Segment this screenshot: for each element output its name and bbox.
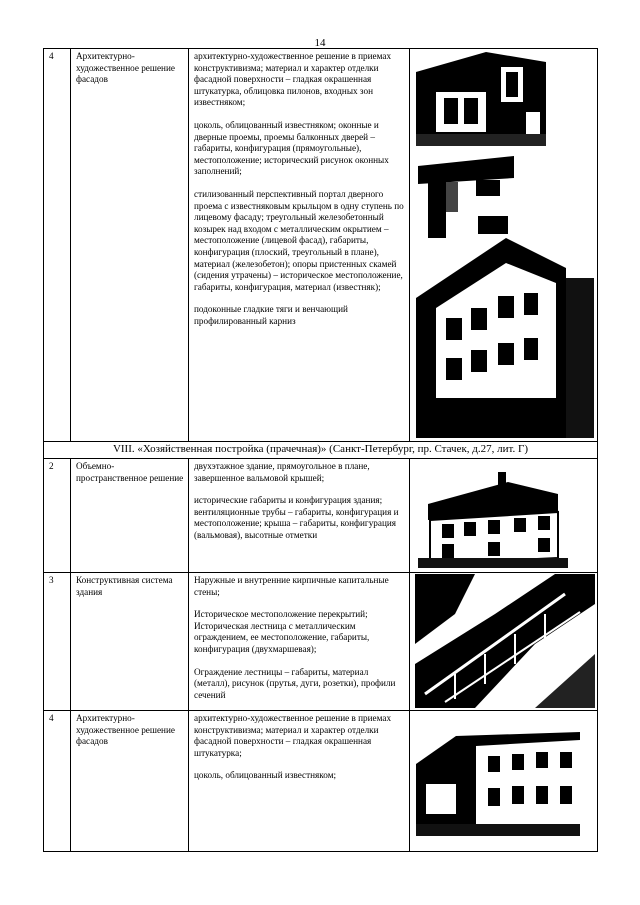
column-rule [70, 458, 71, 852]
column-rule [188, 458, 189, 852]
photo-facade-windows-icon [416, 52, 546, 146]
feature-description [194, 461, 404, 553]
protected-features-table [43, 48, 598, 852]
description-paragraph: цоколь, облицованный известняком; оконные и дверные проемы, проемы балконных дверей – габариты, конфигурация (прямоугольные), местоположение; исторический рисунок оконных заполнений; [194, 119, 389, 177]
feature-description [194, 51, 404, 338]
page-number: 14 [314, 37, 326, 49]
photo-staircase-icon [415, 574, 595, 708]
column-rule [188, 48, 189, 441]
photo-laundry-building-icon [418, 472, 568, 568]
column-rule [409, 458, 410, 852]
table-rule [43, 441, 598, 442]
column-rule [70, 48, 71, 441]
photo-portal-canopy-icon [418, 156, 514, 240]
table-rule [43, 851, 598, 852]
description-paragraph: Ограждение лестницы – габариты, материал (металл), рисунок (прутья, дуги, розетки), профили сечений [194, 666, 396, 700]
description-paragraph: исторические габариты и конфигурация здания; вентиляционные трубы – габариты, конфигурация и местоположение; крыша – габариты, конфигурация (вальмовая), высотные отметки [194, 495, 399, 540]
description-paragraph: цоколь, облицованный известняком; [194, 770, 337, 781]
table-rule [43, 572, 598, 573]
description-paragraph: архитектурно-художественное решение в приемах конструктивизма; материал и характер отделки фасадной поверхности – гладкая окрашенная штукатурка, облицовка пилонов, входных зон известняком; [194, 51, 392, 108]
feature-description [194, 713, 404, 793]
section-title: VIII. «Хозяйственная постройка (прачечная)» (Санкт-Петербург, пр. Стачек, д.27, лит. Г) [112, 443, 529, 455]
table-rule [43, 48, 598, 49]
photo-building-perspective-icon [416, 238, 594, 438]
row-number: 4 [49, 713, 54, 723]
description-paragraph: подоконные гладкие тяги и венчающий профилированный карниз [194, 304, 348, 326]
row-number: 4 [49, 51, 54, 61]
feature-name: Архитектурно-художественное решение фасадов [76, 713, 175, 747]
description-paragraph: двухэтажное здание, прямоугольное в плане, завершенное вальмовой крышей; [194, 461, 370, 483]
table-rule [43, 458, 598, 459]
row-number: 3 [49, 575, 54, 585]
description-paragraph: архитектурно-художественное решение в приемах конструктивизма; материал и характер отделки фасадной поверхности – гладкая окрашенная штукатурка; [194, 713, 392, 758]
row-number: 2 [49, 461, 54, 471]
description-paragraph: Историческое местоположение перекрытий; Историческая лестница с металлическим ограждением, ее местоположение, габариты, конфигурация (двухмаршевая); [194, 609, 370, 654]
feature-description [194, 575, 404, 712]
feature-name: Конструктивная система здания [76, 575, 173, 597]
photo-laundry-facade-icon [416, 724, 580, 836]
description-paragraph: Наружные и внутренние кирпичные капитальные стены; [194, 575, 389, 597]
feature-name: Объемно-пространственное решение [76, 461, 184, 483]
feature-name: Архитектурно-художественное решение фасадов [76, 51, 175, 85]
column-rule [409, 48, 410, 441]
description-paragraph: стилизованный перспективный портал дверного проема с известняковым крыльцом в одну ступень по лицевому фасаду; треугольный железобетонный козырек над входом с металлическим окрытием – местоположение (лицевой фасад), габариты, конфигурация (плоский, треугольный в плане), материал (железобетон); опоры пристенных скамей (сидения утрачены) – историческое местоположение, габариты, конфигурация, материал (известняк); [194, 188, 404, 292]
